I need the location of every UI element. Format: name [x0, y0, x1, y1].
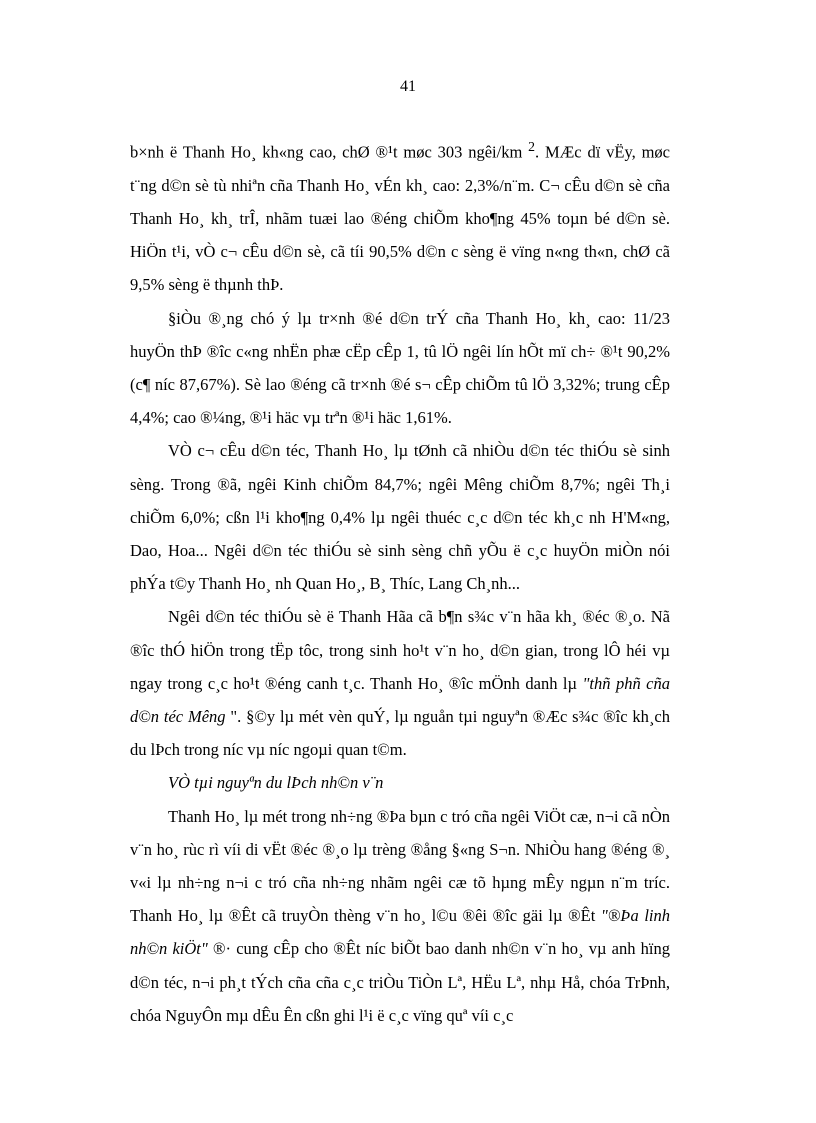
text-run: ". §©y lµ mét vèn quÝ, lµ nguån tµi nguyªn ®Æc s¾c ®îc kh¸ch du lÞch trong níc vµ níc ngoµi quan t©m. [130, 706, 670, 760]
text-run: ®· cung cÊp cho ®Êt níc biÕt bao danh nh©n v¨n ho¸ vµ anh hïng d©n téc, n¬i ph¸t tÝch cña cña c¸c triÒu TiÒn Lª, HËu Lª, nhµ Hå, chóa TrÞnh, chóa NguyÔn mµ dÊu Ên cßn ghi l¹i ë c¸c vïng quª víi c¸c [130, 939, 670, 1025]
text-run: Thanh Ho¸ lµ mét trong nh÷ng ®Þa bµn c tró cña ngêi ViÖt cæ, n¬i cã nÒn v¨n ho¸ rùc rì víi di vËt ®éc ®¸o lµ trèng ®ång §«ng S¬n. NhiÒu hang ®éng ®¸ v«i lµ nh÷ng n¬i c tró cña nh÷ng nhãm ngêi cæ tõ hµng mÊy ngµn n¨m tríc. Thanh Ho¸ lµ ®Êt cã truyÒn thèng v¨n ho¸ l©u ®êi ®îc gäi lµ ®Êt [130, 806, 670, 926]
text-run: Ngêi d©n téc thiÓu sè ë Thanh Hãa cã b¶n s¾c v¨n hãa kh¸ ®éc ®¸o. Nã ®îc thÓ hiÖn trong tËp tôc, trong sinh ho¹t v¨n ho¸ d©n gian, trong lÔ héi vµ ngay trong c¸c ho¹t ®éng canh t¸c. Thanh Ho¸ ®îc mÖnh danh lµ [130, 607, 670, 693]
superscript: 2 [528, 139, 535, 154]
paragraph-human-resources [130, 800, 670, 1032]
heading-text: VÒ tµi nguyªn du lÞch nh©n v¨n [168, 773, 384, 793]
page-number: 41 [400, 78, 416, 95]
text-run: VÒ c¬ cÊu d©n téc, Thanh Ho¸ lµ tØnh cã nhiÒu d©n téc thiÓu sè sinh sèng. Trong ®ã, ngêi Kinh chiÕm 84,7%; ngêi Mêng chiÕm 8,7%; ngêi Th¸i chiÕm 6,0%; cßn l¹i kho¶ng 0,4% lµ ngêi thuéc c¸c d©n téc kh¸c nh H'M«ng, Dao, Hoa... Ngêi d©n téc thiÓu sè sinh sèng chñ yÕu ë c¸c huyÖn miÒn nói phÝa t©y Thanh Ho¸ nh Quan Ho¸, B¸ Thíc, Lang Ch¸nh... [130, 441, 670, 594]
section-heading [130, 766, 670, 799]
paragraph-ethnic-culture [130, 600, 670, 766]
text-run: §iÒu ®¸ng chó ý lµ tr×nh ®é d©n trÝ cña Thanh Ho¸ kh¸ cao: 11/23 huyÖn thÞ ®îc c«ng nhËn phæ cËp cÊp 1, tû lÖ ngêi lín hÕt mï ch÷ ®¹t 90,2% (c¶ níc 87,67%). Sè lao ®éng cã tr×nh ®é s¬ cÊp chiÕm tû lÖ 3,32%; trung cÊp 4,4%; cao ®¼ng, ®¹i häc vµ trªn ®¹i häc 1,61%. [130, 308, 670, 428]
paragraph-ethnic-structure [130, 434, 670, 600]
paragraph-education [130, 302, 670, 435]
document-body [130, 130, 670, 1032]
paragraph-population [130, 130, 670, 302]
text-run: b×nh ë Thanh Ho¸ kh«ng cao, chØ ®¹t møc 303 ngêi/km [130, 142, 529, 162]
text-run: . MÆc dï vËy, møc t¨ng d©n sè tù nhiªn cña Thanh Ho¸ vÉn kh¸ cao: 2,3%/n¨m. C¬ cÊu d©n sè cña Thanh Ho¸ kh¸ trÎ, nhãm tuæi lao ®éng chiÕm kho¶ng 45% toµn bé d©n sè. HiÖn t¹i, vÒ c¬ cÊu d©n sè, cã tíi 90,5% d©n c sèng ë vïng n«ng th«n, chØ cã 9,5% sèng ë thµnh thÞ. [130, 142, 670, 295]
text-run-italic: "thñ phñ cña d©n téc Mêng [130, 673, 670, 726]
text-run-italic: "®Þa linh nh©n kiÖt" [130, 906, 670, 959]
